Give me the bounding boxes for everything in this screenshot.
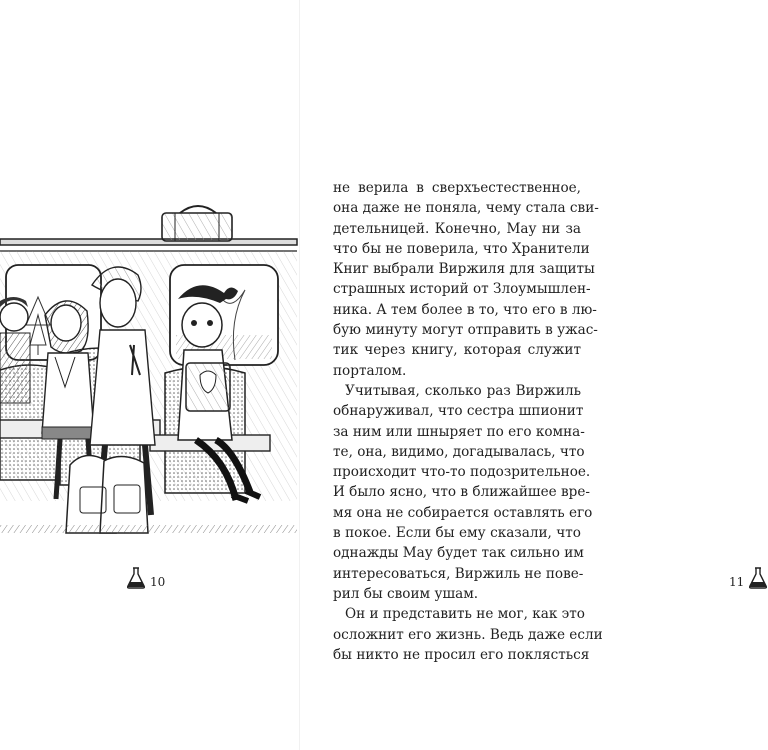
flask-icon	[748, 567, 768, 589]
text-line: страшных историй от Злоумышлен-	[333, 281, 591, 298]
page-number-right	[729, 567, 768, 589]
character-boy-left	[0, 297, 30, 403]
text-line: что бы не поверила, что Хранители	[333, 240, 590, 257]
train-compartment-illustration	[0, 195, 297, 560]
text-line: однажды Мау будет так сильно им	[333, 545, 584, 562]
text-line: те, она, видимо, догадывалась, что	[333, 443, 585, 460]
left-page	[0, 0, 300, 750]
text-line: за ним или шныряет по его комна-	[333, 423, 585, 440]
text-line: тик через книгу, которая служит	[333, 342, 581, 359]
text-line: интересоваться, Виржиль не пове-	[333, 565, 584, 582]
text-line: она даже не поняла, чему стала сви-	[333, 200, 599, 217]
text-line: рил бы своим ушам.	[333, 585, 479, 602]
suitcase	[162, 206, 232, 241]
page-number-right-text: 11	[729, 575, 745, 589]
text-line: детельницей. Конечно, Мау ни за	[333, 220, 581, 237]
text-line: бую минуту могут отправить в ужас-	[333, 322, 598, 339]
flask-icon	[126, 567, 146, 589]
page-number-left	[126, 567, 165, 589]
text-line: мя она не собирается оставлять его	[333, 504, 593, 521]
text-line: происходит что-то подозрительное.	[333, 464, 591, 481]
text-line: бы никто не просил его поклясться	[333, 646, 590, 663]
luggage-rack	[0, 239, 297, 251]
text-line: Он и представить не мог, как это	[345, 606, 585, 623]
page-number-left-text: 10	[150, 575, 166, 589]
body-text	[333, 178, 603, 665]
backpacks	[66, 455, 148, 533]
text-line: не верила в сверхъестественное,	[333, 180, 581, 196]
text-line: порталом.	[333, 362, 407, 379]
text-line: осложнит его жизнь. Ведь даже если	[333, 626, 603, 643]
text-line: Книг выбрали Виржиля для защиты	[333, 261, 595, 278]
text-line: в покое. Если бы ему сказали, что	[333, 525, 581, 542]
text-line: ника. А тем более в то, что его в лю-	[333, 301, 597, 318]
text-line: И было ясно, что в ближайшее вре-	[333, 484, 590, 501]
text-line: обнаруживал, что сестра шпионит	[333, 403, 584, 420]
right-page	[300, 0, 745, 750]
text-line: Учитывая, сколько раз Виржиль	[345, 382, 581, 399]
